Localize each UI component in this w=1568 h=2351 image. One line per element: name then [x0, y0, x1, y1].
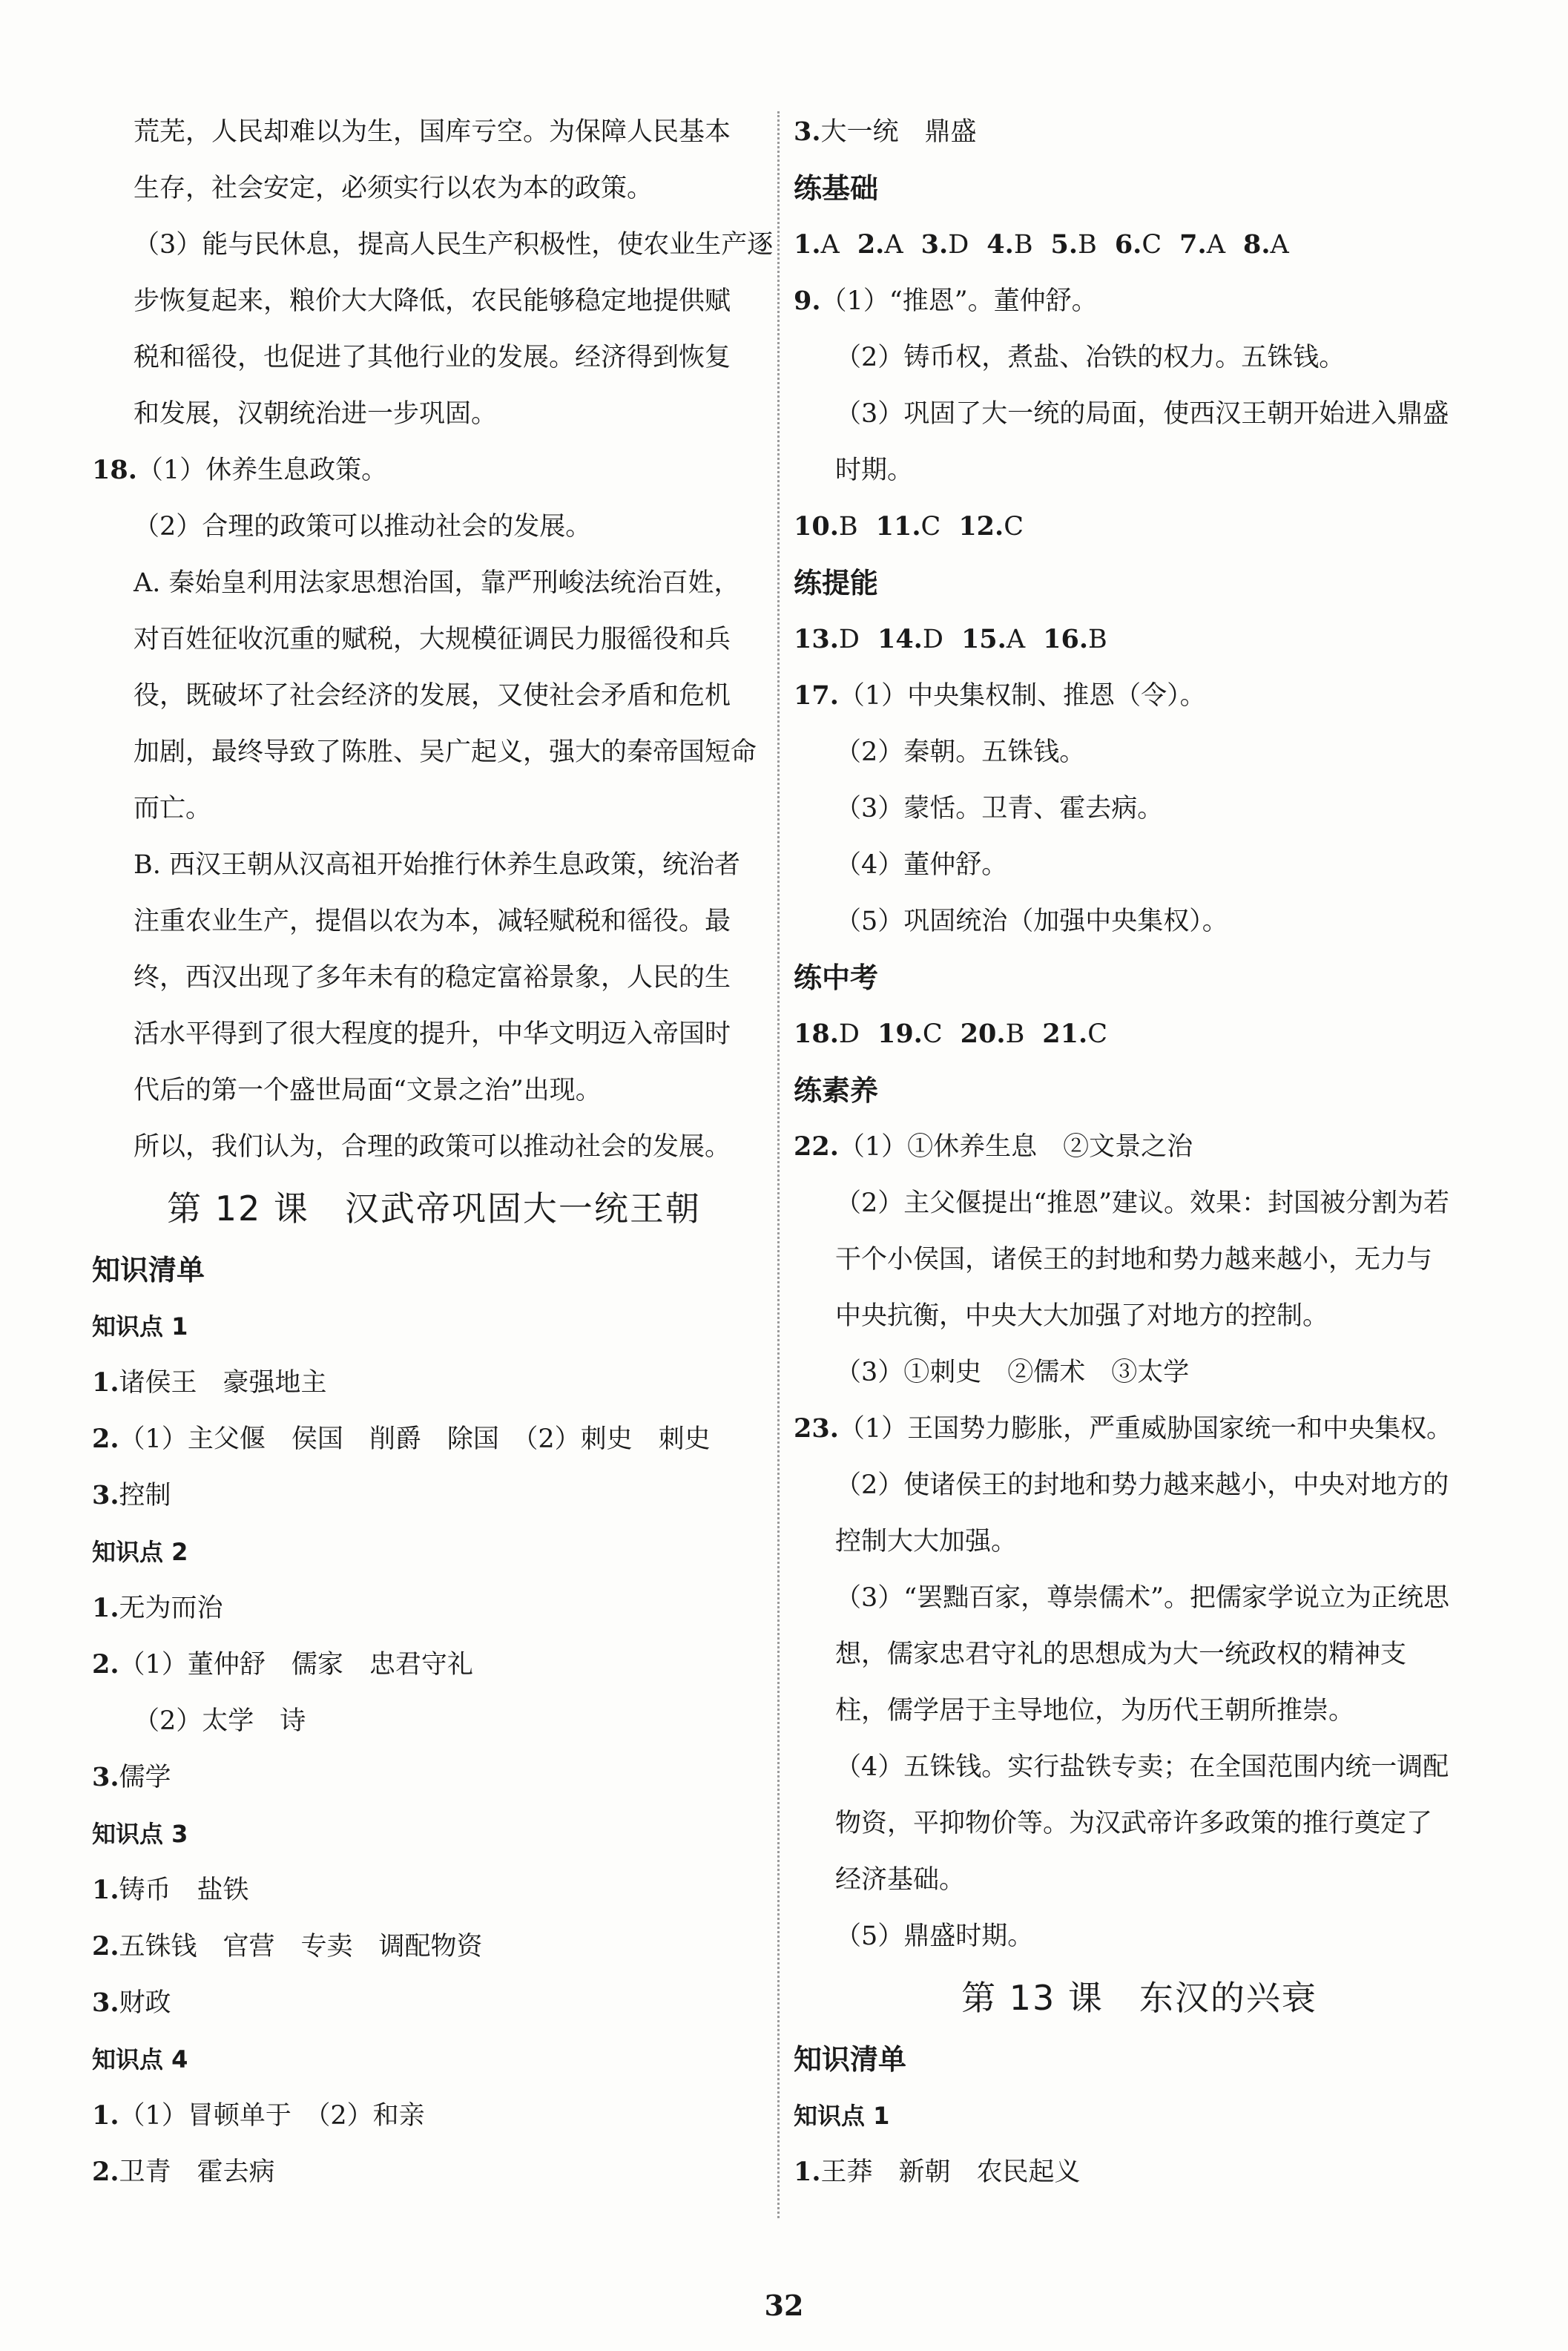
item-text: （1）①休养生息 ②文景之治	[838, 1132, 1193, 1162]
answer-item	[794, 273, 1485, 329]
item-text: （1）中央集权制、推恩（令）。	[838, 681, 1206, 711]
text-line: （5）巩固统治（加强中央集权）。	[835, 907, 1228, 936]
item-text: 无为而治	[119, 1594, 223, 1623]
item-text: 儒学	[119, 1763, 171, 1792]
choice-answer: D	[948, 230, 969, 260]
question-number: 16.	[1043, 624, 1089, 654]
choice-answers-row	[794, 217, 1485, 273]
answer-item	[794, 668, 1485, 724]
section-heading: 练中考	[794, 961, 879, 994]
answer-item	[92, 1975, 776, 2031]
question-number: 6.	[1114, 229, 1142, 260]
choice-answer: A	[1206, 230, 1225, 260]
text-line: 所以，我们认为，合理的政策可以推动社会的发展。	[134, 1132, 731, 1162]
item-text: （1）主父偃 侯国 削爵 除国 （2）刺史 刺史	[119, 1424, 711, 1454]
question-number: 10.	[794, 511, 839, 542]
question-number: 1.	[794, 229, 821, 260]
item-number: 1.	[92, 1593, 119, 1623]
answer-item	[92, 1580, 776, 1637]
choice-answers-row	[794, 611, 1485, 668]
choice-answer: B	[1078, 230, 1097, 260]
item-number: 2.	[92, 2157, 119, 2187]
item-text: 五铢钱 官营 专卖 调配物资	[119, 1932, 483, 1962]
item-number: 1.	[92, 1367, 119, 1398]
text-line: 控制大大加强。	[835, 1527, 1018, 1556]
text-line: 终，西汉出现了多年未有的稳定富裕景象，人民的生	[134, 963, 731, 993]
item-number: 2.	[92, 1424, 119, 1454]
text-line: 时期。	[835, 456, 914, 485]
answer-item	[92, 1862, 776, 1918]
choice-answer: A	[1270, 230, 1289, 260]
text-line: （2）使诸侯王的封地和势力越来越小，中央对地方的	[835, 1470, 1449, 1500]
choice-answer: A	[1006, 625, 1026, 654]
right-column	[794, 104, 1485, 2200]
section-heading: 练基础	[794, 172, 879, 205]
choice-answer: C	[922, 1019, 943, 1049]
column-divider	[777, 111, 780, 2218]
text-line: B. 西汉王朝从汉高祖开始推行休养生息政策，统治者	[134, 850, 740, 880]
knowledge-point-heading: 知识点 4	[92, 2045, 188, 2074]
knowledge-point-heading: 知识点 1	[794, 2102, 890, 2130]
text-line: （4）董仲舒。	[835, 850, 1008, 880]
choice-answer: C	[1087, 1019, 1107, 1049]
text-line: （2）合理的政策可以推动社会的发展。	[134, 512, 592, 542]
text-line: （5）鼎盛时期。	[835, 1921, 1034, 1951]
left-column	[92, 104, 776, 2200]
choice-answer: C	[920, 512, 941, 542]
page-number: 32	[764, 2289, 804, 2322]
text-line: （4）五铢钱。实行盐铁专卖；在全国范围内统一调配	[835, 1752, 1449, 1782]
item-number: 22.	[794, 1131, 839, 1162]
question-number: 8.	[1242, 229, 1271, 260]
item-number: 1.	[92, 1875, 119, 1905]
section-heading: 练提能	[794, 567, 879, 599]
answer-item	[794, 1119, 1485, 1175]
text-line: 役，既破坏了社会经济的发展，又使社会矛盾和危机	[134, 681, 731, 711]
text-line: 柱，儒学居于主导地位，为历代王朝所推崇。	[835, 1696, 1355, 1726]
question-number: 7.	[1179, 229, 1207, 260]
text-line: （3）巩固了大一统的局面，使西汉王朝开始进入鼎盛	[835, 399, 1449, 429]
choice-answers-row	[794, 1006, 1485, 1062]
text-line: 中央抗衡，中央大大加强了对地方的控制。	[835, 1301, 1329, 1331]
text-line: 注重农业生产，提倡以农为本，减轻赋税和徭役。最	[134, 907, 731, 936]
text-line: 干个小侯国，诸侯王的封地和势力越来越小，无力与	[835, 1245, 1433, 1275]
text-line: 物资，平抑物价等。为汉武帝许多政策的推行奠定了	[835, 1809, 1433, 1838]
lesson-title: 第 12 课 汉武帝巩固大一统王朝	[167, 1188, 701, 1229]
text-line: 和发展，汉朝统治进一步巩固。	[134, 399, 498, 429]
item-text: （1）冒顿单于 （2）和亲	[119, 2101, 425, 2131]
choice-answers-row	[794, 499, 1485, 555]
section-heading: 练素养	[794, 1074, 879, 1107]
item-text: 财政	[119, 1988, 171, 2018]
answer-item	[92, 1411, 776, 1467]
question-number: 21.	[1042, 1019, 1088, 1049]
item-number: 17.	[794, 680, 839, 711]
text-line: （2）铸币权，煮盐、冶铁的权力。五铢钱。	[835, 343, 1345, 372]
item-text: （1）董仲舒 儒家 忠君守礼	[119, 1650, 473, 1680]
lesson-title: 第 13 课 东汉的兴衰	[961, 1978, 1317, 2018]
text-line: 对百姓征收沉重的赋税，大规模征调民力服徭役和兵	[134, 625, 731, 654]
item-number: 3.	[92, 1762, 119, 1792]
choice-answer: B	[838, 512, 858, 542]
choice-answer: D	[838, 1019, 860, 1049]
answer-item	[92, 1637, 776, 1693]
text-line: 经济基础。	[835, 1865, 966, 1895]
answer-item	[92, 1918, 776, 1975]
text-line: （3）“罢黜百家，尊崇儒术”。把儒家学说立为正统思	[835, 1583, 1450, 1613]
choice-answer: D	[922, 625, 943, 654]
answer-item	[92, 442, 776, 499]
item-number: 2.	[92, 1931, 119, 1962]
text-line: （2）秦朝。五铢钱。	[835, 737, 1086, 767]
choice-answer: A	[820, 230, 840, 260]
item-number: 9.	[794, 286, 821, 316]
question-number: 11.	[875, 511, 921, 542]
choice-answer: D	[838, 625, 860, 654]
question-number: 4.	[986, 229, 1014, 260]
text-line: 加剧，最终导致了陈胜、吴广起义，强大的秦帝国短命	[134, 737, 757, 767]
text-line: A. 秦始皇利用法家思想治国，靠严刑峻法统治百姓，	[134, 568, 740, 598]
text-line: 荒芜，人民却难以为生，国库亏空。为保障人民基本	[134, 117, 731, 147]
question-number: 5.	[1050, 229, 1078, 260]
text-line: （3）能与民休息，提高人民生产积极性，使农业生产逐	[134, 230, 774, 260]
item-text: 控制	[119, 1481, 171, 1510]
answer-item	[92, 1467, 776, 1524]
text-line: （3）蒙恬。卫青、霍去病。	[835, 794, 1164, 823]
choice-answer: B	[1088, 625, 1107, 654]
text-line: 生存，社会安定，必须实行以农为本的政策。	[134, 174, 653, 203]
item-number: 1.	[794, 2157, 821, 2187]
choice-answer: B	[1013, 230, 1033, 260]
answer-item	[92, 2144, 776, 2200]
text-line: （3）①刺史 ②儒术 ③太学	[835, 1358, 1190, 1387]
text-line: （2）主父偃提出“推恩”建议。效果：封国被分割为若	[835, 1188, 1450, 1218]
item-number: 18.	[92, 455, 137, 485]
knowledge-point-heading: 知识点 2	[92, 1538, 188, 1566]
item-number: 1.	[92, 2100, 119, 2131]
text-line: 而亡。	[134, 794, 212, 823]
answer-item	[92, 1749, 776, 1806]
question-number: 18.	[794, 1019, 839, 1049]
text-line: 代后的第一个盛世局面“文景之治”出现。	[134, 1076, 602, 1105]
item-number: 23.	[794, 1413, 839, 1444]
item-number: 3.	[794, 116, 821, 147]
section-heading: 知识清单	[92, 1254, 205, 1286]
answer-item	[92, 2088, 776, 2144]
item-number: 3.	[92, 1480, 119, 1510]
item-text: （1）王国势力膨胀，严重威胁国家统一和中央集权。	[838, 1414, 1453, 1444]
item-text: 铸币 盐铁	[119, 1875, 249, 1905]
item-number: 2.	[92, 1649, 119, 1680]
item-text: 大一统 鼎盛	[820, 117, 977, 147]
question-number: 20.	[960, 1019, 1006, 1049]
question-number: 19.	[877, 1019, 923, 1049]
text-line: 想，儒家忠君守礼的思想成为大一统政权的精神支	[835, 1640, 1407, 1669]
choice-answer: C	[1142, 230, 1162, 260]
question-number: 14.	[877, 624, 923, 654]
question-number: 2.	[857, 229, 885, 260]
text-line: 步恢复起来，粮价大大降低，农民能够稳定地提供赋	[134, 286, 731, 316]
question-number: 3.	[920, 229, 949, 260]
item-text: （1）休养生息政策。	[136, 456, 388, 485]
item-number: 3.	[92, 1987, 119, 2018]
question-number: 15.	[961, 624, 1007, 654]
item-text: （1）“推恩”。董仲舒。	[820, 286, 1098, 316]
text-line: 税和徭役，也促进了其他行业的发展。经济得到恢复	[134, 343, 731, 372]
question-number: 12.	[958, 511, 1004, 542]
item-text: 王莽 新朝 农民起义	[820, 2157, 1081, 2187]
answer-item	[794, 104, 1485, 160]
item-text: 卫青 霍去病	[119, 2157, 275, 2187]
text-line: 活水平得到了很大程度的提升，中华文明迈入帝国时	[134, 1019, 731, 1049]
choice-answer: A	[884, 230, 903, 260]
question-number: 13.	[794, 624, 839, 654]
section-heading: 知识清单	[794, 2043, 907, 2076]
answer-item	[92, 1355, 776, 1411]
text-line: （2）太学 诗	[134, 1706, 306, 1736]
answer-item	[794, 2144, 1485, 2200]
item-text: 诸侯王 豪强地主	[119, 1368, 327, 1398]
knowledge-point-heading: 知识点 3	[92, 1820, 188, 1848]
knowledge-point-heading: 知识点 1	[92, 1312, 188, 1341]
choice-answer: C	[1004, 512, 1024, 542]
choice-answer: B	[1005, 1019, 1025, 1049]
answer-item	[794, 1401, 1485, 1457]
